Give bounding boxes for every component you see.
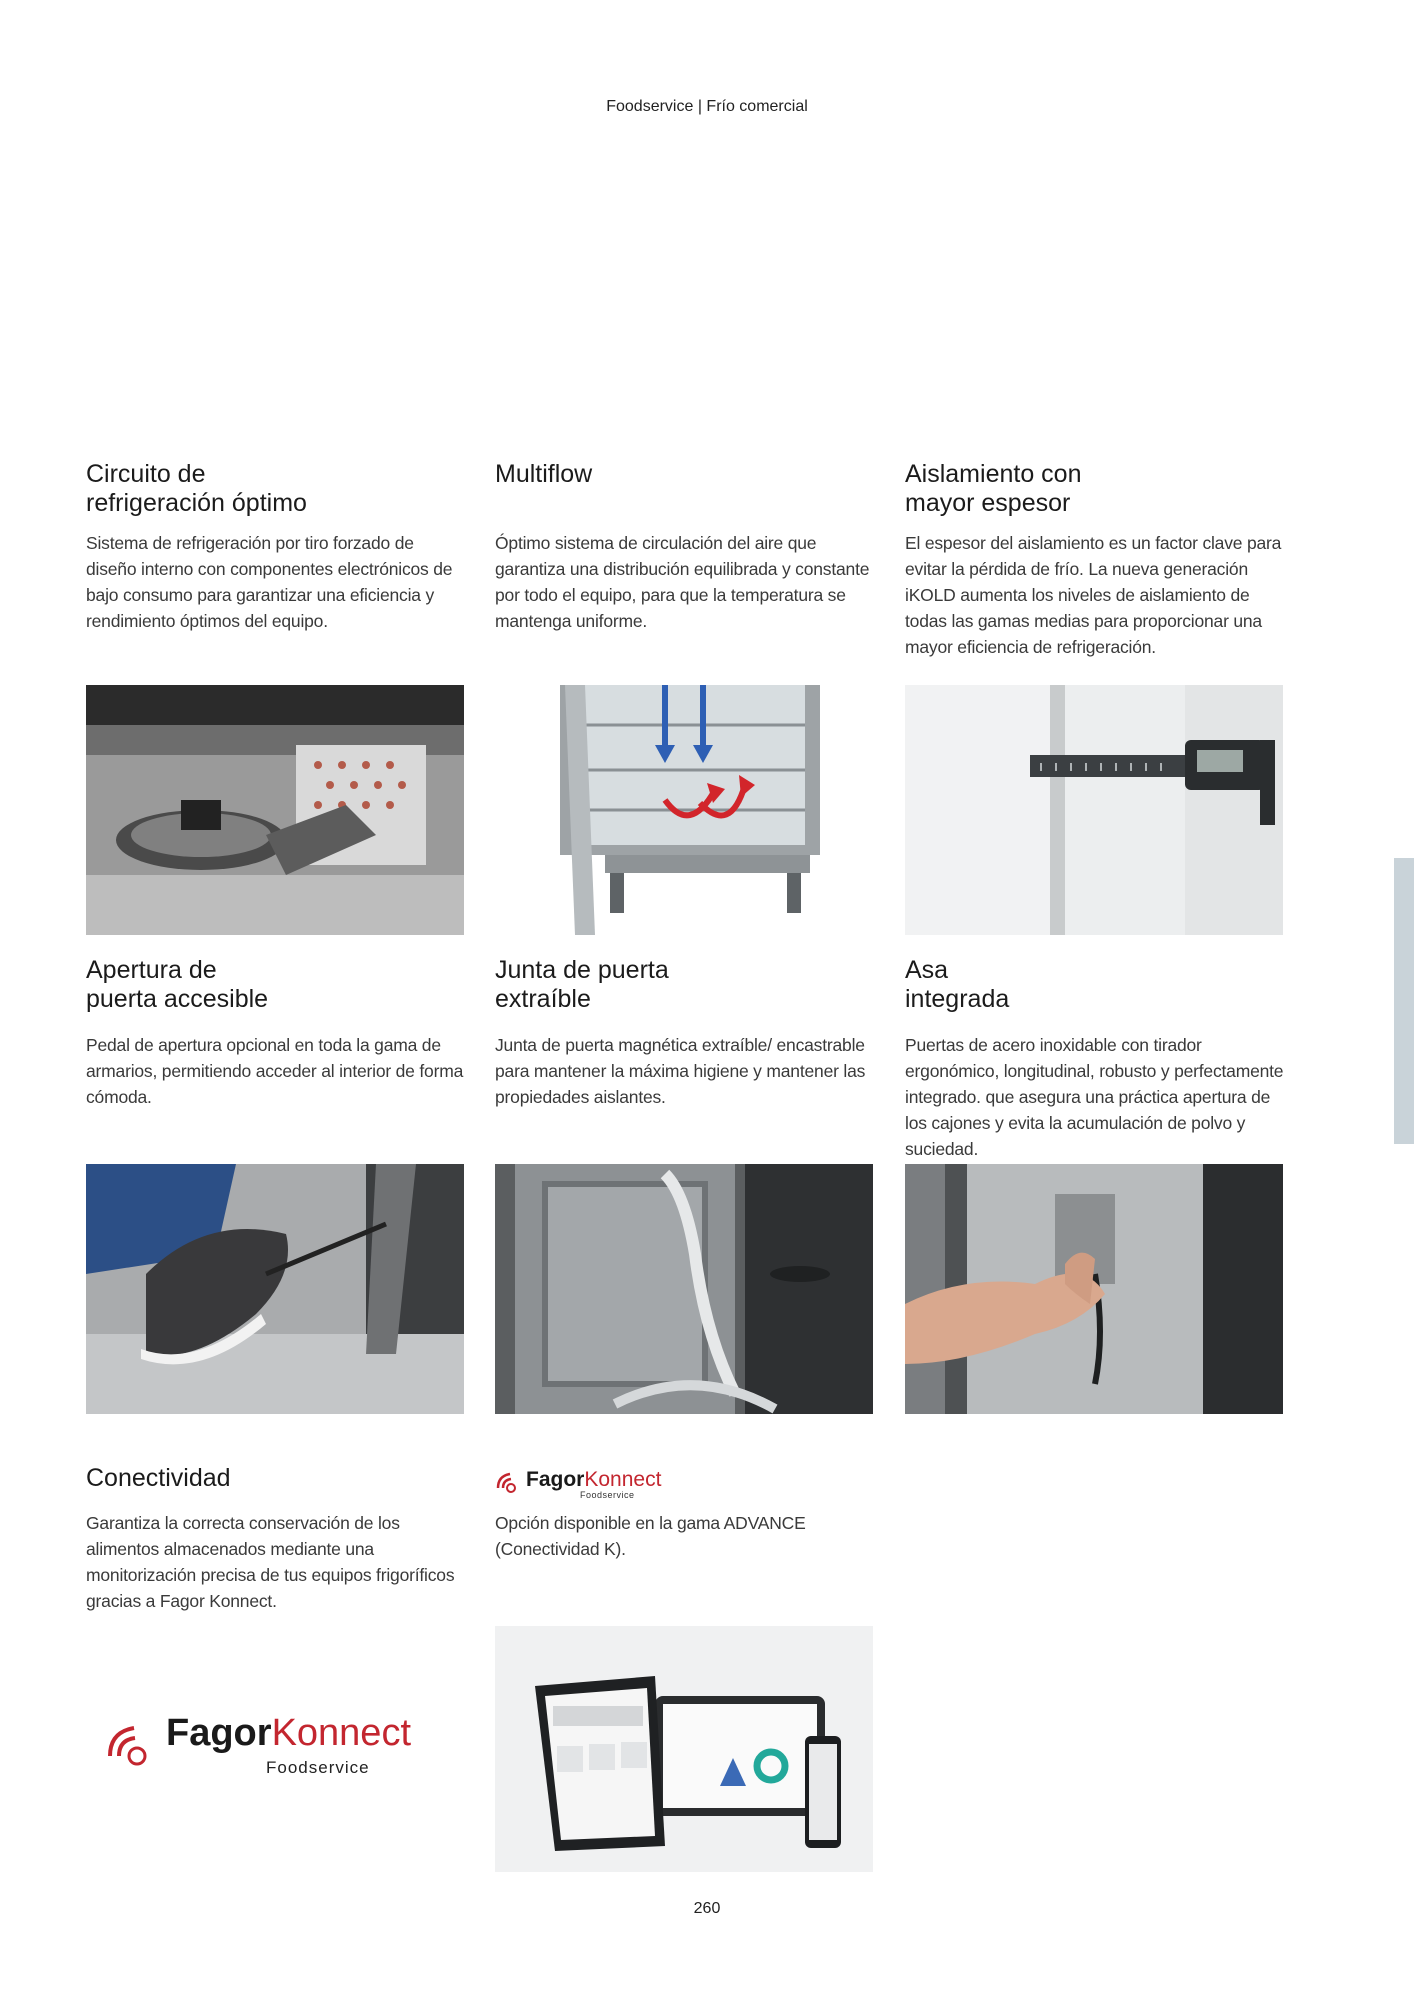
section-title-apertura: Apertura de puerta accesible — [86, 956, 269, 1013]
section-title-aislamiento: Aislamiento con mayor espesor — [905, 460, 1082, 517]
photo-door-gasket — [495, 1164, 873, 1414]
section-text-aislamiento: El espesor del aislamiento es un factor clave para evitar la pérdida de frío. La nueva generación iKOLD aumenta los niveles de aislamiento de todas las gamas medias para proporcionar una mayor eficiencia de refrigeración. — [905, 533, 1282, 657]
logo-brand-light: Konnect — [584, 1468, 662, 1491]
section-title-junta: Junta de puerta extraíble — [495, 956, 669, 1013]
section-text-option-advance: Opción disponible en la gama ADVANCE (Conectividad K). — [495, 1513, 806, 1559]
photo-integrated-handle — [905, 1164, 1283, 1414]
logo-brand-light: Konnect — [271, 1712, 412, 1754]
logo-brand-bold: Fagor — [166, 1712, 272, 1754]
logo-subtitle: Foodservice — [580, 1490, 635, 1500]
photo-caliper-insulation — [905, 685, 1283, 935]
section-title-multiflow: Multiflow — [495, 460, 593, 488]
section-text-circuito: Sistema de refrigeración por tiro forzado de diseño interno con componentes electrónicos de bajo consumo para garantizar una eficiencia y rendimiento óptimos del equipo. — [86, 533, 453, 631]
page-header: Foodservice | Frío comercial — [606, 98, 808, 115]
wifi-signal-icon — [494, 1468, 522, 1496]
section-text-asa: Puertas de acero inoxidable con tirador ergonómico, longitudinal, robusto y perfectamente integrado. que asegura una práctica apertura de los cajones y evita la acumulación de polvo y suciedad. — [905, 1035, 1284, 1159]
section-text-junta: Junta de puerta magnética extraíble/ encastrable para mantener la máxima higiene y mantener las propiedades aislantes. — [495, 1035, 866, 1107]
photo-multiflow-cabinet — [495, 685, 873, 935]
photo-devices-dashboard — [495, 1626, 873, 1872]
section-text-multiflow: Óptimo sistema de circulación del aire que garantiza una distribución equilibrada y constante por todo el equipo, para que la temperatura se mantenga uniforme. — [495, 533, 870, 631]
fagor-konnect-logo-small — [494, 1466, 694, 1498]
side-tab — [1394, 858, 1414, 1144]
logo-brand-bold: Fagor — [526, 1468, 585, 1491]
page-number: 260 — [693, 1900, 721, 1917]
section-title-conectividad: Conectividad — [86, 1464, 231, 1492]
wifi-signal-icon — [104, 1718, 156, 1770]
photo-refrigeration-unit — [86, 685, 464, 935]
section-title-circuito: Circuito de refrigeración óptimo — [86, 460, 307, 517]
section-title-asa: Asa integrada — [905, 956, 1010, 1013]
photo-foot-pedal — [86, 1164, 464, 1414]
fagor-konnect-logo-large — [104, 1712, 424, 1782]
logo-subtitle: Foodservice — [266, 1758, 370, 1777]
section-text-conectividad: Garantiza la correcta conservación de los alimentos almacenados mediante una monitorización precisa de tus equipos frigoríficos gracias a Fagor Konnect. — [86, 1513, 455, 1611]
section-text-apertura: Pedal de apertura opcional en toda la gama de armarios, permitiendo acceder al interior de forma cómoda. — [86, 1035, 464, 1107]
